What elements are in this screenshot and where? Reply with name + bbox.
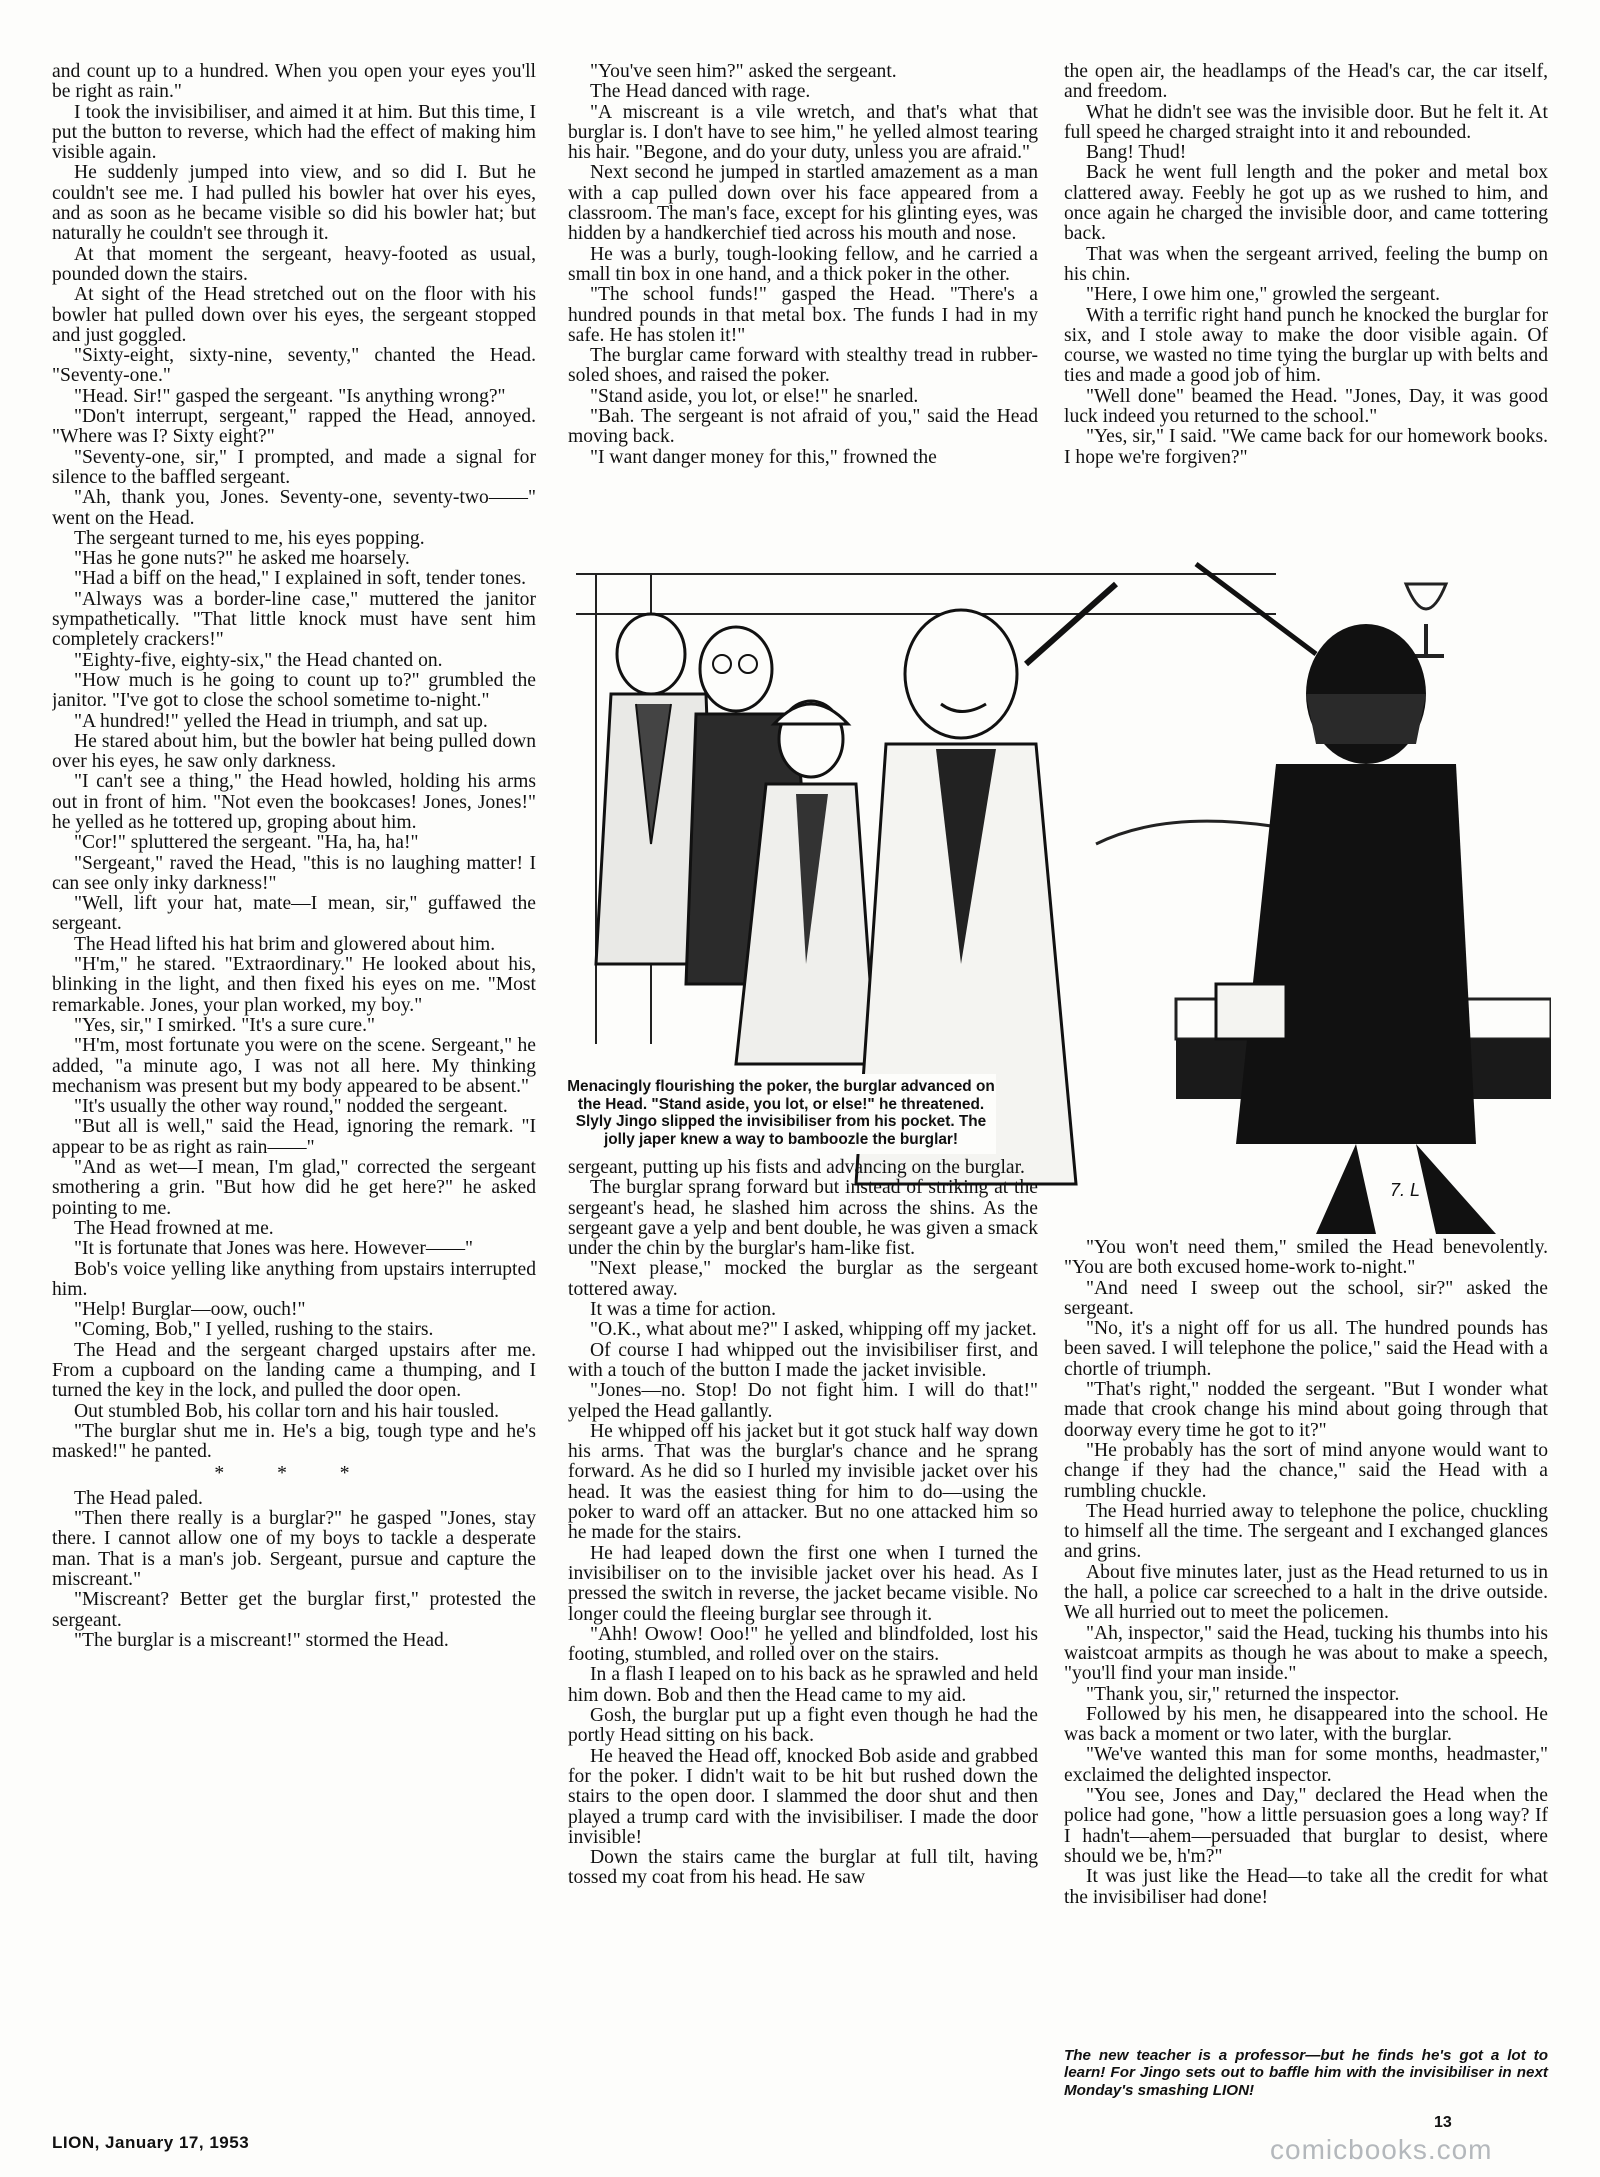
paragraph: "Head. Sir!" gasped the sergeant. "Is anything wrong?" bbox=[74, 385, 506, 407]
paragraph: "A hundred!" yelled the Head in triumph, and sat up. bbox=[74, 710, 488, 732]
paragraph: The sergeant turned to me, his eyes popping. bbox=[74, 527, 425, 549]
paragraph: "That's right," nodded the sergeant. "But I wonder what made that crook change his mind about going through that doorway every time he got to it?" bbox=[1064, 1379, 1548, 1441]
paragraph: "O.K., what about me?" I asked, whipping off my jacket. bbox=[590, 1319, 1037, 1341]
paragraph: "Stand aside, you lot, or else!" he snarled. bbox=[590, 385, 919, 407]
paragraph: He whipped off his jacket but it got stuck half way down his arms. That was the burglar's chance and he sprang forward. As he did so I hurled my invisible jacket over his head. It was the easiest thing for him to do—using the poker to ward off an attacker. But no one attacked him so he made for the stairs. bbox=[568, 1420, 1038, 1544]
paragraph: I took the invisibiliser, and aimed it at him. But this time, I put the button to reverse, which had the effect of making him visible again. bbox=[52, 101, 536, 164]
next-issue-teaser: The new teacher is a professor—but he finds he's got a lot to learn! For Jingo sets out to baffle him with the invisibiliser in next Monday's smashing LION! bbox=[1064, 2047, 1548, 2099]
paragraph: "The burglar shut me in. He's a big, tough type and he's masked!" he panted. bbox=[52, 1420, 536, 1463]
paragraph: "It's usually the other way round," nodded the sergeant. bbox=[74, 1096, 508, 1118]
paragraph: Out stumbled Bob, his collar torn and his hair tousled. bbox=[74, 1400, 500, 1422]
paragraph: Bang! Thud! bbox=[1086, 142, 1187, 164]
text-column-2-bottom bbox=[568, 1158, 1038, 2092]
paragraph: "Help! Burglar—oow, ouch!" bbox=[74, 1299, 306, 1321]
paragraph: "Ah, thank you, Jones. Seventy-one, seventy-two——" went on the Head. bbox=[52, 487, 536, 529]
paragraph: "Bah. The sergeant is not afraid of you," said the Head moving back. bbox=[568, 406, 1038, 448]
paragraph: "I want danger money for this," frowned the bbox=[590, 446, 937, 468]
paragraph: "You see, Jones and Day," declared the Head when the police had gone, "how a little persuasion goes a long way? If I hadn't—ahem—persuaded that burglar to desist, where should we be, h'm?" bbox=[1064, 1785, 1548, 1867]
paragraph: About five minutes later, just as the Head returned to us in the hall, a police car screeched to a halt in the drive outside. We all hurried out to meet the policemen. bbox=[1064, 1561, 1548, 1624]
paragraph: Followed by his men, he disappeared into the school. He was back a moment or two later, with the burglar. bbox=[1064, 1703, 1548, 1746]
paragraph: * * * bbox=[214, 1463, 374, 1485]
paragraph: "Then there really is a burglar?" he gasped "Jones, stay there. I cannot allow one of my boys to tackle a desperate man. That is a man's job. Sergeant, pursue and capture the miscreant." bbox=[52, 1508, 536, 1590]
paragraph: "Always was a border-line case," muttered the janitor sympathetically. "That little knock must have sent him completely crackers!" bbox=[52, 588, 536, 651]
paragraph: It was a time for action. bbox=[590, 1299, 777, 1321]
paragraph: "Ahh! Owow! Ooo!" he yelled and blindfolded, lost his footing, stumbled, and rolled over on the stairs. bbox=[568, 1623, 1038, 1666]
paragraph: "You won't need them," smiled the Head benevolently. "You are both excused home-work to-night." bbox=[1064, 1238, 1548, 1279]
paragraph: "Well done" beamed the Head. "Jones, Day, it was good luck indeed you returned to the school." bbox=[1064, 385, 1548, 428]
paragraph: "Ah, inspector," said the Head, tucking his thumbs into his waistcoat armpits as though he was about to make a speech, "you'll find your man inside." bbox=[1064, 1622, 1548, 1685]
paragraph: "Has he gone nuts?" he asked me hoarsely. bbox=[74, 548, 410, 570]
paragraph: With a terrific right hand punch he knocked the burglar for six, and I stole away to make the door visible again. Of course, we wasted no time tying the burglar up with belts and ties and made a good job of him. bbox=[1064, 304, 1548, 387]
paragraph: "But all is well," said the Head, ignoring the remark. "I appear to be as right as rain——" bbox=[52, 1116, 536, 1158]
paragraph: and count up to a hundred. When you open your eyes you'll be right as rain." bbox=[52, 62, 536, 103]
paragraph: He heaved the Head off, knocked Bob aside and grabbed for the poker. I didn't wait to be hit but rushed down the stairs to the open door. I slammed the door shut and then played a trump card with the invisibiliser. I made the door invisible! bbox=[568, 1745, 1038, 1848]
paragraph: "Don't interrupt, sergeant," rapped the Head, annoyed. "Where was I? Sixty eight?" bbox=[52, 406, 536, 448]
text-column-3-bottom bbox=[1064, 1238, 1548, 2038]
paragraph: "And as wet—I mean, I'm glad," corrected the sergeant smothering a grin. "But how did he get here?" he asked pointing to me. bbox=[52, 1157, 536, 1219]
text-column-1 bbox=[52, 62, 536, 2092]
paragraph: "Next please," mocked the burglar as the sergeant tottered away. bbox=[568, 1258, 1038, 1300]
paragraph: "How much is he going to count up to?" grumbled the janitor. "I've got to close the school sometime to-night." bbox=[52, 669, 536, 712]
paragraph: "Yes, sir," I smirked. "It's a sure cure." bbox=[74, 1014, 376, 1036]
paragraph: the open air, the headlamps of the Head's car, the car itself, and freedom. bbox=[1064, 62, 1548, 103]
paragraph: What he didn't see was the invisible door. But he felt it. At full speed he charged straight into it and rebounded. bbox=[1064, 101, 1548, 143]
paragraph: "Yes, sir," I said. "We came back for our homework books. I hope we're forgiven?" bbox=[1064, 426, 1548, 468]
page-number: 13 bbox=[1434, 2114, 1452, 2131]
paragraph: Next second he jumped in startled amazement as a man with a cap pulled down over his face appeared from a classroom. The man's face, except for his glinting eyes, was hidden by a handkerchief tied across his mouth and nose. bbox=[568, 162, 1038, 245]
paragraph: It was just like the Head—to take all the credit for what the invisibiliser had done! bbox=[1064, 1866, 1548, 1908]
paragraph: That was when the sergeant arrived, feeling the bump on his chin. bbox=[1064, 243, 1548, 285]
paragraph: "He probably has the sort of mind anyone would want to change if they had the chance," said the Head with a rumbling chuckle. bbox=[1064, 1439, 1548, 1502]
paragraph: "Jones—no. Stop! Do not fight him. I will do that!" yelped the Head gallantly. bbox=[568, 1380, 1038, 1422]
paragraph: He suddenly jumped into view, and so did I. But he couldn't see me. I had pulled his bowler hat over his eyes, and as soon as he became visible so did his bowler hat; but naturally he couldn't see through it. bbox=[52, 162, 536, 245]
paragraph: "Sergeant," raved the Head, "this is no laughing matter! I can see only inky darkness!" bbox=[52, 852, 536, 894]
paragraph: "You've seen him?" asked the sergeant. bbox=[590, 62, 897, 82]
paragraph: The Head paled. bbox=[74, 1487, 203, 1509]
paragraph: "Well, lift your hat, mate—I mean, sir," guffawed the sergeant. bbox=[52, 893, 536, 935]
paragraph: Back he went full length and the poker and metal box clattered away. Feebly he got up as we rushed to him, and once again he charged the invisible door, and came tottering back. bbox=[1064, 162, 1548, 245]
paragraph: "A miscreant is a vile wretch, and that's what that burglar is. I don't have to see him," he yelled almost tearing his hair. "Begone, and do your duty, unless you are afraid." bbox=[568, 101, 1038, 164]
paragraph: The Head lifted his hat brim and glowered about him. bbox=[74, 933, 496, 955]
paragraph: In a flash I leaped on to his back as he sprawled and held him down. Bob and then the Head came to my aid. bbox=[568, 1664, 1038, 1706]
paragraph: "We've wanted this man for some months, headmaster," exclaimed the delighted inspector. bbox=[1064, 1744, 1548, 1786]
paragraph: He had leaped down the first one when I turned the invisibiliser on to the invisible jacket over his head. As I pressed the switch in reverse, the jacket became visible. No longer could the fleeing burglar see through it. bbox=[568, 1542, 1038, 1625]
paragraph: Down the stairs came the burglar at full tilt, having tossed my coat from his head. He saw bbox=[568, 1847, 1038, 1889]
paragraph: Gosh, the burglar put up a fight even though he had the portly Head sitting on his back. bbox=[568, 1705, 1038, 1747]
paragraph: "H'm," he stared. "Extraordinary." He looked about his, blinking in the light, and then fixed his eyes on me. "Most remarkable. Jones, your plan worked, my boy." bbox=[52, 954, 536, 1016]
paragraph: "And need I sweep out the school, sir?" asked the sergeant. bbox=[1064, 1277, 1548, 1319]
paragraph: He stared about him, but the bowler hat being pulled down over his eyes, he saw only darkness. bbox=[52, 730, 536, 773]
paragraph: "Cor!" spluttered the sergeant. "Ha, ha, ha!" bbox=[74, 832, 419, 854]
illustration-caption: Menacingly flourishing the poker, the burglar advanced on the Head. "Stand aside, you lot, or else!" he threatened. Slyly Jingo slipped the invisibiliser from his pocket. The jolly japer knew a way to bamboozle the burglar! bbox=[566, 1074, 996, 1154]
paragraph: "Coming, Bob," I yelled, rushing to the stairs. bbox=[74, 1319, 434, 1341]
paragraph: "No, it's a night off for us all. The hundred pounds has been saved. I will telephone the police," said the Head with a chortle of triumph. bbox=[1064, 1318, 1548, 1380]
paragraph: "I can't see a thing," the Head howled, holding his arms out in front of him. "Not even the bookcases! Jones, Jones!" he yelled as he tottered up, groping about him. bbox=[52, 771, 536, 833]
paragraph: The Head frowned at me. bbox=[74, 1217, 274, 1239]
paragraph: At sight of the Head stretched out on the floor with his bowler hat pulled down over his eyes, the sergeant stopped and just goggled. bbox=[52, 284, 536, 346]
paragraph: "Here, I owe him one," growled the sergeant. bbox=[1086, 284, 1441, 306]
paragraph: "H'm, most fortunate you were on the scene. Sergeant," he added, "a minute ago, I was not all here. My thinking mechanism was present but my body appeared to be absent." bbox=[52, 1035, 536, 1097]
paragraph: "The school funds!" gasped the Head. "There's a hundred pounds in that metal box. The funds I had in my safe. He has stolen it!" bbox=[568, 284, 1038, 346]
paragraph: "Thank you, sir," returned the inspector. bbox=[1086, 1683, 1400, 1705]
paragraph: "The burglar is a miscreant!" stormed the Head. bbox=[74, 1629, 449, 1651]
paragraph: The burglar sprang forward but instead of striking at the sergeant's head, he slashed him across the shins. As the sergeant gave a yelp and bent double, he was given a smack under the chin by the burglar's ham-like fist. bbox=[568, 1177, 1038, 1260]
paragraph: "Had a biff on the head," I explained in soft, tender tones. bbox=[74, 568, 527, 590]
artist-signature: 7. L bbox=[1390, 1180, 1421, 1200]
source-watermark: comicbooks.com bbox=[1270, 2134, 1493, 2165]
paragraph: Bob's voice yelling like anything from upstairs interrupted him. bbox=[52, 1258, 536, 1300]
paragraph: Of course I had whipped out the invisibiliser first, and with a touch of the button I made the jacket invisible. bbox=[568, 1339, 1038, 1381]
paragraph: At that moment the sergeant, heavy-footed as usual, pounded down the stairs. bbox=[52, 243, 536, 285]
paragraph: The burglar came forward with stealthy tread in rubber-soled shoes, and raised the poker. bbox=[568, 345, 1038, 387]
text-column-2-top bbox=[568, 62, 1038, 532]
paragraph: The Head and the sergeant charged upstairs after me. From a cupboard on the landing came a thumping, and I turned the key in the lock, and pulled the door open. bbox=[52, 1339, 536, 1402]
paragraph: The Head danced with rage. bbox=[590, 81, 811, 103]
paragraph: "Miscreant? Better get the burglar first," protested the sergeant. bbox=[52, 1589, 536, 1631]
paragraph: sergeant, putting up his fists and advancing on the burglar. bbox=[568, 1158, 1025, 1178]
paragraph: "Seventy-one, sir," I prompted, and made a signal for silence to the baffled sergeant. bbox=[52, 446, 536, 488]
paragraph: "Eighty-five, eighty-six," the Head chanted on. bbox=[74, 649, 443, 671]
paragraph: He was a burly, tough-looking fellow, and he carried a small tin box in one hand, and a thick poker in the other. bbox=[568, 243, 1038, 285]
text-column-3-top bbox=[1064, 62, 1548, 532]
page-footer-issue: LION, January 17, 1953 bbox=[52, 2133, 250, 2152]
paragraph: "It is fortunate that Jones was here. However——" bbox=[74, 1238, 474, 1260]
paragraph: "Sixty-eight, sixty-nine, seventy," chanted the Head. "Seventy-one." bbox=[52, 345, 536, 387]
paragraph: The Head hurried away to telephone the police, chuckling to himself all the time. The sergeant and I exchanged glances and grins. bbox=[1064, 1500, 1548, 1563]
